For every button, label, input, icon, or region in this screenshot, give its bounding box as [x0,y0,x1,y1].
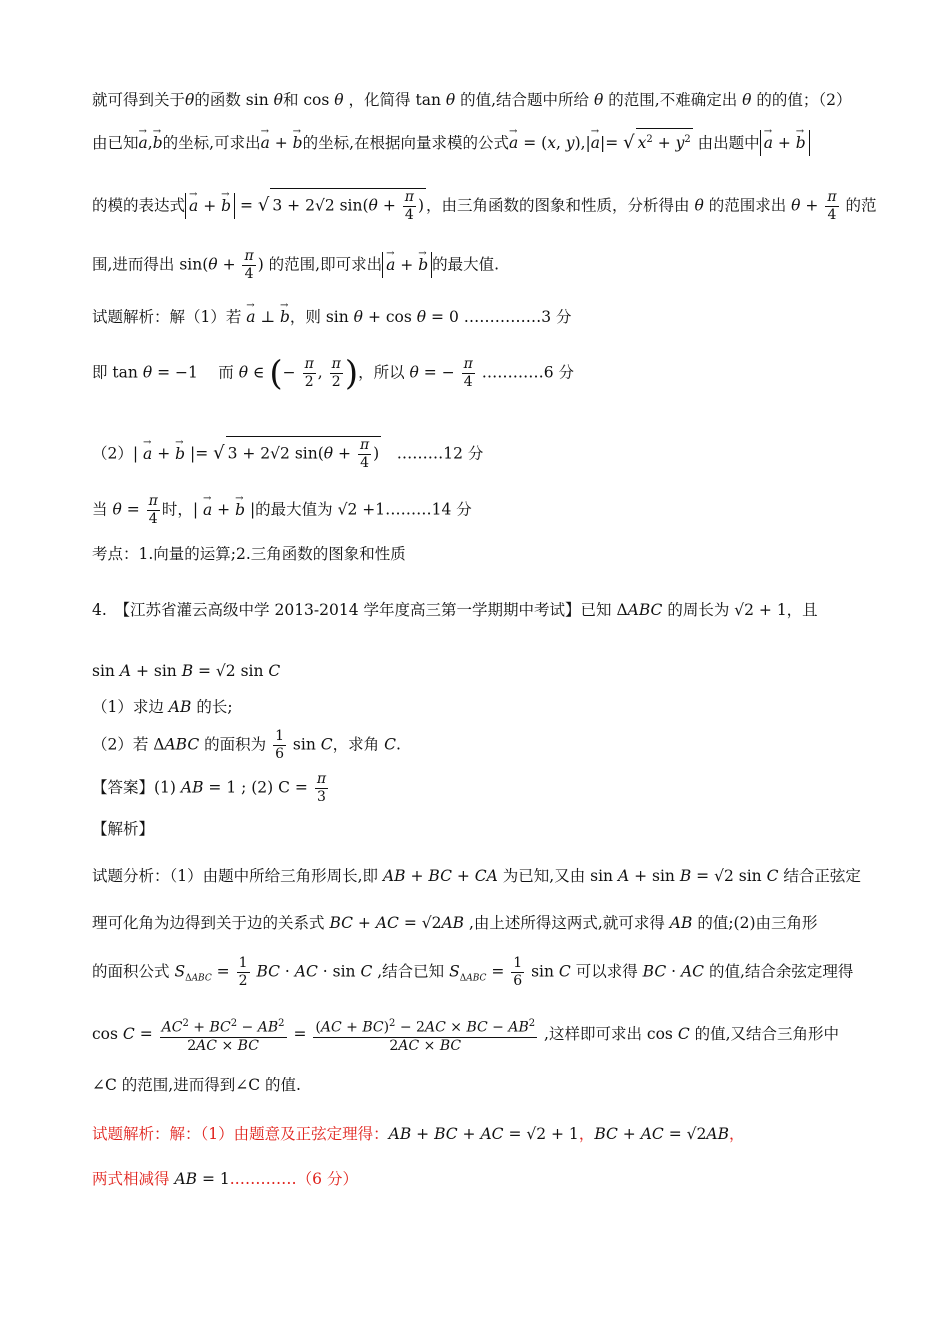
text-line-2: 由已知→ a,→ b的坐标,可求出→ a + → b的坐标,在根据向量求模的公式→ a = (x, y),|→ a|= √ $x^2 + y^2$ 由出题中→ a + → b [92,128,872,156]
text-line-19: cos C = $\frac{AC^2 + BC^2 - AB^2}{2AC \times BC}$ = $\frac{(AC + BC)^2 - 2AC \times BC - AB^2}{2AC \times BC}$ ,这样即可求出 cos C 的值,又结合三角形中 [92,1015,872,1055]
text-line-13: （2）若 ΔABC 的面积为 $\frac{1}{6}$ sin C，求角 C. [92,728,401,762]
text-line-18: 的面积公式 $S_{\Delta ABC}$ = $\frac{1}{2}$ BC · AC · sin C ,结合已知 $S_{\Delta ABC}$ = $\frac{1}{6}$ sin C 可以求得 BC · AC 的值,结合余弦定理得 [92,955,854,989]
text-line-7: （2）| → a + → b |= √ 3 + 2√2 sin(θ + $\frac{\pi}{4}$ ) ………12 分 [92,436,872,472]
text-line-1: 就可得到关于θ的函数 sin θ和 cos θ ，化简得 tan θ 的值,结合题中所给 θ 的范围,不难确定出 θ 的的值；（2） [92,91,852,109]
text-line-4: 围,进而得出 sin(θ + $\frac{\pi}{4}$ ) 的范围,即可求出→ a + → b 的最大值. [92,248,872,283]
text-line-3: 的模的表达式→ a + → b = √ 3 + 2√2 sin(θ + $\frac{\pi}{4}$ ) ，由三角函数的图象和性质，分析得由 θ 的范围求出 θ + $\frac{\pi}{4}$ 的范 [92,188,872,224]
text-line-12: （1）求边 AB 的长; [92,698,233,716]
text-line-5: 试题解析：解（1）若 → a ⊥ → b，则 sin θ + cos θ = 0 ……………3 分 [92,306,872,328]
text-line-11: sin A + sin B = √2 sin C [92,662,281,680]
problem-4-heading: 4. 【江苏省灌云高级中学 2013-2014 学年度高三第一学期期中考试】已知 ΔABC 的周长为 √2 + 1，且 [92,601,818,619]
text-line-6: 即 tan θ = −1 而 θ ∈ (− $\frac{\pi}{2}$ , $\frac{\pi}{2}$ )，所以 θ = − $\frac{\pi}{4}$ …………6 分 [92,353,575,394]
text-line-17: 理可化角为边得到关于边的关系式 BC + AC = √2AB ,由上述所得这两式,就可求得 AB 的值;(2)由三角形 [92,914,818,932]
text-line-9: 考点：1.向量的运算;2.三角函数的图象和性质 [92,545,406,563]
solution-line-2: 两式相减得 AB = 1.…………（6 分） [92,1170,358,1188]
text-line-8: 当 θ = $\frac{\pi}{4}$ 时，| → a + → b |的最大值为 √2 +1………14 分 [92,493,872,528]
text-line-20: ∠C 的范围,进而得到∠C 的值. [92,1076,301,1094]
answer-line: 【答案】(1) AB = 1 ; (2) C = $\frac{\pi}{3}$ [92,771,327,805]
text-line-16: 试题分析：（1）由题中所给三角形周长,即 AB + BC + CA 为已知,又由 sin A + sin B = √2 sin C 结合正弦定 [92,867,861,885]
solution-line-1: 试题解析：解：（1）由题意及正弦定理得：AB + BC + AC = √2 + 1，BC + AC = √2AB， [92,1125,745,1143]
analysis-heading: 【解析】 [92,820,155,838]
